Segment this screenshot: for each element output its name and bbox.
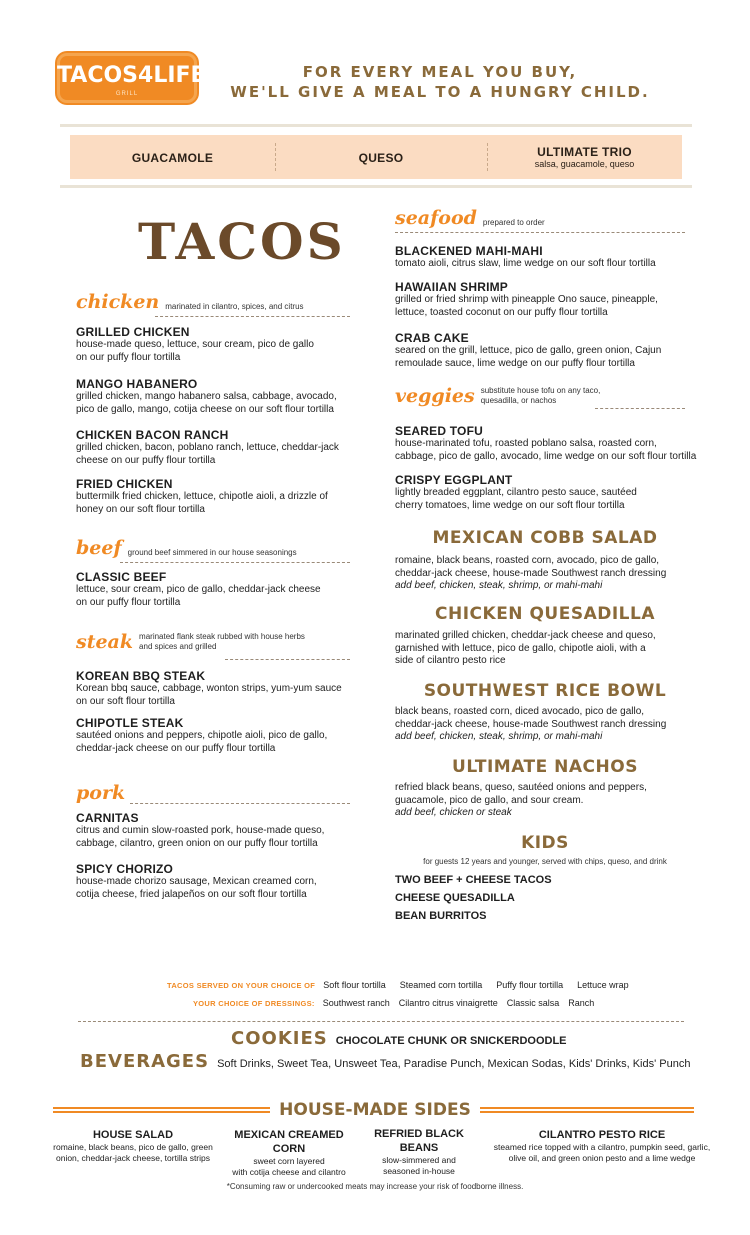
- cobb-title: MEXICAN COBB SALAD: [432, 528, 658, 548]
- item-desc: on our soft flour tortilla: [76, 695, 175, 707]
- item-desc: side of cilantro pesto rice: [395, 655, 506, 666]
- divider: [130, 803, 350, 804]
- dressing-option: Ranch: [568, 998, 595, 1008]
- chicken-header: [76, 292, 304, 312]
- item-desc: on our puffy flour tortilla: [76, 596, 181, 608]
- pork-label: pork: [76, 782, 126, 804]
- dressing-option: Classic salsa: [506, 998, 560, 1008]
- menu-item: [76, 811, 376, 850]
- item-desc: refried black beans, queso, sautéed onions and peppers,: [395, 782, 647, 793]
- pork-header: [76, 783, 125, 803]
- side-item: [218, 1128, 360, 1178]
- cookies-title: COOKIES: [231, 1028, 328, 1049]
- item-desc: grilled or fried shrimp with pineapple Ono sauce, pineapple,: [395, 294, 658, 305]
- item-desc: marinated grilled chicken, cheddar-jack cheese and queso,: [395, 630, 656, 641]
- side-desc: olive oil, and green onion pesto and a lime wedge: [508, 1153, 696, 1163]
- item-desc: cheddar-jack cheese on our puffy flour tortilla: [76, 742, 276, 754]
- menu-item: [76, 669, 376, 708]
- menu-item: [395, 244, 705, 271]
- item-name: CARNITAS: [76, 811, 139, 825]
- menu-item: [76, 428, 376, 467]
- item-add: add beef, chicken or steak: [395, 807, 512, 818]
- steak-note-line-1: marinated flank steak rubbed with house herbs: [139, 632, 305, 641]
- item-add: add beef, chicken, steak, shrimp, or mahi-mahi: [395, 731, 603, 742]
- item-desc: grilled chicken, bacon, poblano ranch, lettuce, cheddar-jack: [76, 442, 339, 453]
- bowl-title: SOUTHWEST RICE BOWL: [423, 681, 667, 701]
- kids-item: CHEESE QUESADILLA: [395, 892, 515, 904]
- side-item: [478, 1128, 726, 1164]
- side-item: [48, 1128, 218, 1164]
- side-desc: slow-simmered and: [382, 1155, 456, 1165]
- side-desc: with cotija cheese and cilantro: [232, 1167, 346, 1177]
- chicken-note: marinated in cilantro, spices, and citrus: [165, 302, 304, 311]
- logo-text: TACOS4LIFE: [57, 63, 206, 88]
- side-desc: onion, cheddar-jack cheese, tortilla strips: [55, 1153, 211, 1163]
- veggies-note-line-1: substitute house tofu on any taco,: [480, 386, 601, 395]
- item-name: KOREAN BBQ STEAK: [76, 669, 206, 683]
- side-desc: romaine, black beans, pico de gallo, green: [53, 1142, 213, 1152]
- item-desc: sautéed onions and peppers, chipotle aioli, pico de gallo,: [76, 730, 328, 741]
- item-name: SPICY CHORIZO: [76, 862, 174, 876]
- menu-item: [395, 555, 705, 593]
- side-name: MEXICAN CREAMED CORN: [234, 1129, 344, 1155]
- sides-title: HOUSE-MADE SIDES: [279, 1100, 471, 1120]
- item-name: CRISPY EGGPLANT: [395, 473, 513, 487]
- beef-label: beef: [76, 537, 122, 559]
- tacos-title: TACOS: [138, 212, 346, 271]
- item-desc: pico de gallo, mango, cotija cheese on our soft flour tortilla: [76, 403, 334, 415]
- chicken-label: chicken: [76, 291, 160, 313]
- item-desc: cherry tomatoes, lime wedge on our soft flour tortilla: [395, 499, 625, 511]
- side-desc: steamed rice topped with a cilantro, pumpkin seed, garlic,: [493, 1142, 711, 1152]
- side-desc: seasoned in-house: [383, 1166, 455, 1176]
- beverages-title: BEVERAGES: [80, 1051, 210, 1072]
- menu-item: [395, 280, 705, 319]
- divider: [53, 1107, 270, 1113]
- menu-item: [76, 862, 376, 901]
- item-name: GRILLED CHICKEN: [76, 325, 190, 339]
- logo-subtext: GRILL: [115, 91, 139, 97]
- side-desc: sweet corn layered: [253, 1156, 325, 1166]
- item-desc: honey on our soft flour tortilla: [76, 503, 205, 515]
- item-desc: cheddar-jack cheese, house-made Southwest ranch dressing: [395, 718, 667, 730]
- tortilla-label: TACOS SERVED ON YOUR CHOICE OF: [167, 981, 316, 990]
- item-name: HAWAIIAN SHRIMP: [395, 280, 509, 294]
- divider: [395, 232, 685, 233]
- kids-item: TWO BEEF + CHEESE TACOS: [395, 874, 552, 886]
- dressing-label: YOUR CHOICE OF DRESSINGS:: [193, 999, 315, 1008]
- kids-title: KIDS: [521, 833, 569, 853]
- item-name: BLACKENED MAHI-MAHI: [395, 244, 543, 258]
- steak-note-line-2: and spices and grilled: [139, 642, 217, 651]
- item-name: MANGO HABANERO: [76, 377, 198, 391]
- item-desc: lettuce, sour cream, pico de gallo, cheddar-jack cheese: [76, 584, 321, 595]
- item-desc: black beans, roasted corn, diced avocado, pico de gallo,: [395, 706, 645, 717]
- appetizer-item: [275, 135, 487, 179]
- item-desc: house-made chorizo sausage, Mexican creamed corn,: [76, 876, 317, 887]
- tortilla-option: Puffy flour tortilla: [496, 980, 564, 990]
- item-desc: house-made queso, lettuce, sour cream, pico de gallo: [76, 339, 314, 350]
- side-name: REFRIED BLACK BEANS: [374, 1128, 464, 1154]
- veggies-note-line-2: quesadilla, or nachos: [480, 396, 557, 405]
- item-desc: cheese on our puffy flour tortilla: [76, 454, 216, 466]
- menu-item: [395, 782, 705, 820]
- divider: [120, 562, 350, 563]
- item-name: SEARED TOFU: [395, 424, 483, 438]
- divider: [225, 659, 350, 660]
- item-add: add beef, chicken, steak, shrimp, or mahi-mahi: [395, 580, 603, 591]
- cookies-row: [231, 1028, 567, 1049]
- dressing-options: [193, 998, 608, 1008]
- beverages-text: Soft Drinks, Sweet Tea, Unsweet Tea, Paradise Punch, Mexican Sodas, Kids' Drinks, Kids' Punch: [217, 1058, 691, 1070]
- tortilla-option: Steamed corn tortilla: [399, 980, 483, 990]
- item-desc: cheddar-jack cheese, house-made Southwest ranch dressing: [395, 567, 667, 579]
- item-desc: guacamole, pico de gallo, and sour cream.: [395, 794, 584, 806]
- appetizer-item: [487, 135, 682, 179]
- item-desc: remoulade sauce, lime wedge on our puffy flour tortilla: [395, 357, 635, 369]
- kids-item: BEAN BURRITOS: [395, 910, 487, 922]
- tortilla-options: [167, 980, 643, 990]
- seafood-label: seafood: [395, 207, 477, 229]
- dressing-option: Southwest ranch: [322, 998, 390, 1008]
- menu-item: [395, 424, 715, 463]
- quesadilla-title: CHICKEN QUESADILLA: [435, 604, 655, 624]
- steak-label: steak: [76, 631, 134, 653]
- item-desc: cabbage, cilantro, green onion on our puffy flour tortilla: [76, 837, 318, 849]
- item-desc: house-marinated tofu, roasted poblano salsa, roasted corn,: [395, 438, 657, 449]
- tortilla-option: Soft flour tortilla: [323, 980, 386, 990]
- divider: [78, 1021, 684, 1022]
- item-desc: cotija cheese, fried jalapeños on our soft flour tortilla: [76, 888, 307, 900]
- logo: [57, 47, 206, 107]
- item-desc: Korean bbq sauce, cabbage, wonton strips, yum-yum sauce: [76, 683, 342, 694]
- item-desc: tomato aioli, citrus slaw, lime wedge on our soft flour tortilla: [395, 258, 656, 269]
- appetizers-band: [60, 124, 692, 188]
- seafood-note: prepared to order: [482, 218, 545, 227]
- appetizers-panel: [70, 135, 682, 179]
- appetizer-name: QUESO: [358, 151, 404, 165]
- beef-header: [76, 538, 297, 558]
- appetizer-item: [70, 135, 275, 179]
- item-desc: on our puffy flour tortilla: [76, 351, 181, 363]
- slogan-line-1: FOR EVERY MEAL YOU BUY,: [302, 63, 578, 81]
- appetizer-name: GUACAMOLE: [131, 151, 214, 165]
- steak-note: [139, 632, 305, 652]
- item-desc: citrus and cumin slow-roasted pork, house-made queso,: [76, 825, 325, 836]
- seafood-header: [395, 208, 545, 228]
- tortilla-option: Lettuce wrap: [577, 980, 629, 990]
- item-desc: seared on the grill, lettuce, pico de gallo, green onion, Cajun: [395, 345, 662, 356]
- dressing-option: Cilantro citrus vinaigrette: [398, 998, 498, 1008]
- appetizer-name: ULTIMATE TRIO: [537, 145, 632, 159]
- divider: [595, 408, 685, 409]
- beverages-row: [80, 1051, 690, 1072]
- side-item: [360, 1127, 478, 1177]
- kids-subtitle: for guests 12 years and younger, served with chips, queso, and drink: [423, 857, 667, 866]
- steak-header: [76, 632, 305, 652]
- nachos-title: ULTIMATE NACHOS: [452, 757, 638, 777]
- menu-item: [395, 706, 705, 744]
- item-name: CHIPOTLE STEAK: [76, 716, 184, 730]
- divider: [155, 316, 350, 317]
- divider: [480, 1107, 694, 1113]
- menu-item: [76, 477, 376, 516]
- veggies-note: [481, 386, 601, 406]
- veggies-header: [395, 386, 600, 406]
- disclaimer: *Consuming raw or undercooked meats may increase your risk of foodborne illness.: [226, 1182, 524, 1191]
- menu-item: [76, 325, 376, 364]
- item-desc: cabbage, pico de gallo, avocado, lime wedge on our soft flour tortilla: [395, 450, 697, 462]
- item-name: CHICKEN BACON RANCH: [76, 428, 229, 442]
- veggies-label: veggies: [395, 385, 475, 407]
- menu-item: [76, 716, 376, 755]
- item-name: FRIED CHICKEN: [76, 477, 173, 491]
- slogan: [230, 62, 650, 102]
- item-desc: garnished with lettuce, pico de gallo, chipotle aioli, with a: [395, 642, 646, 654]
- item-desc: grilled chicken, mango habanero salsa, cabbage, avocado,: [76, 391, 337, 402]
- item-desc: lettuce, toasted coconut on our puffy flour tortilla: [395, 306, 608, 318]
- item-desc: romaine, black beans, roasted corn, avocado, pico de gallo,: [395, 555, 660, 566]
- menu-item: [395, 630, 705, 668]
- menu-item: [76, 570, 376, 609]
- beef-note: ground beef simmered in our house seasonings: [127, 548, 297, 557]
- menu-item: [395, 331, 705, 370]
- item-name: CRAB CAKE: [395, 331, 469, 345]
- appetizer-desc: salsa, guacamole, queso: [534, 159, 635, 169]
- side-name: CILANTRO PESTO RICE: [538, 1129, 666, 1141]
- menu-item: [76, 377, 376, 416]
- cookies-text: CHOCOLATE CHUNK OR SNICKERDOODLE: [335, 1035, 567, 1047]
- slogan-line-2: WE'LL GIVE A MEAL TO A HUNGRY CHILD.: [230, 83, 650, 101]
- side-name: HOUSE SALAD: [92, 1129, 174, 1141]
- item-name: CLASSIC BEEF: [76, 570, 167, 584]
- item-desc: buttermilk fried chicken, lettuce, chipotle aioli, a drizzle of: [76, 491, 328, 502]
- menu-item: [395, 473, 715, 512]
- item-desc: lightly breaded eggplant, cilantro pesto sauce, sautéed: [395, 487, 637, 498]
